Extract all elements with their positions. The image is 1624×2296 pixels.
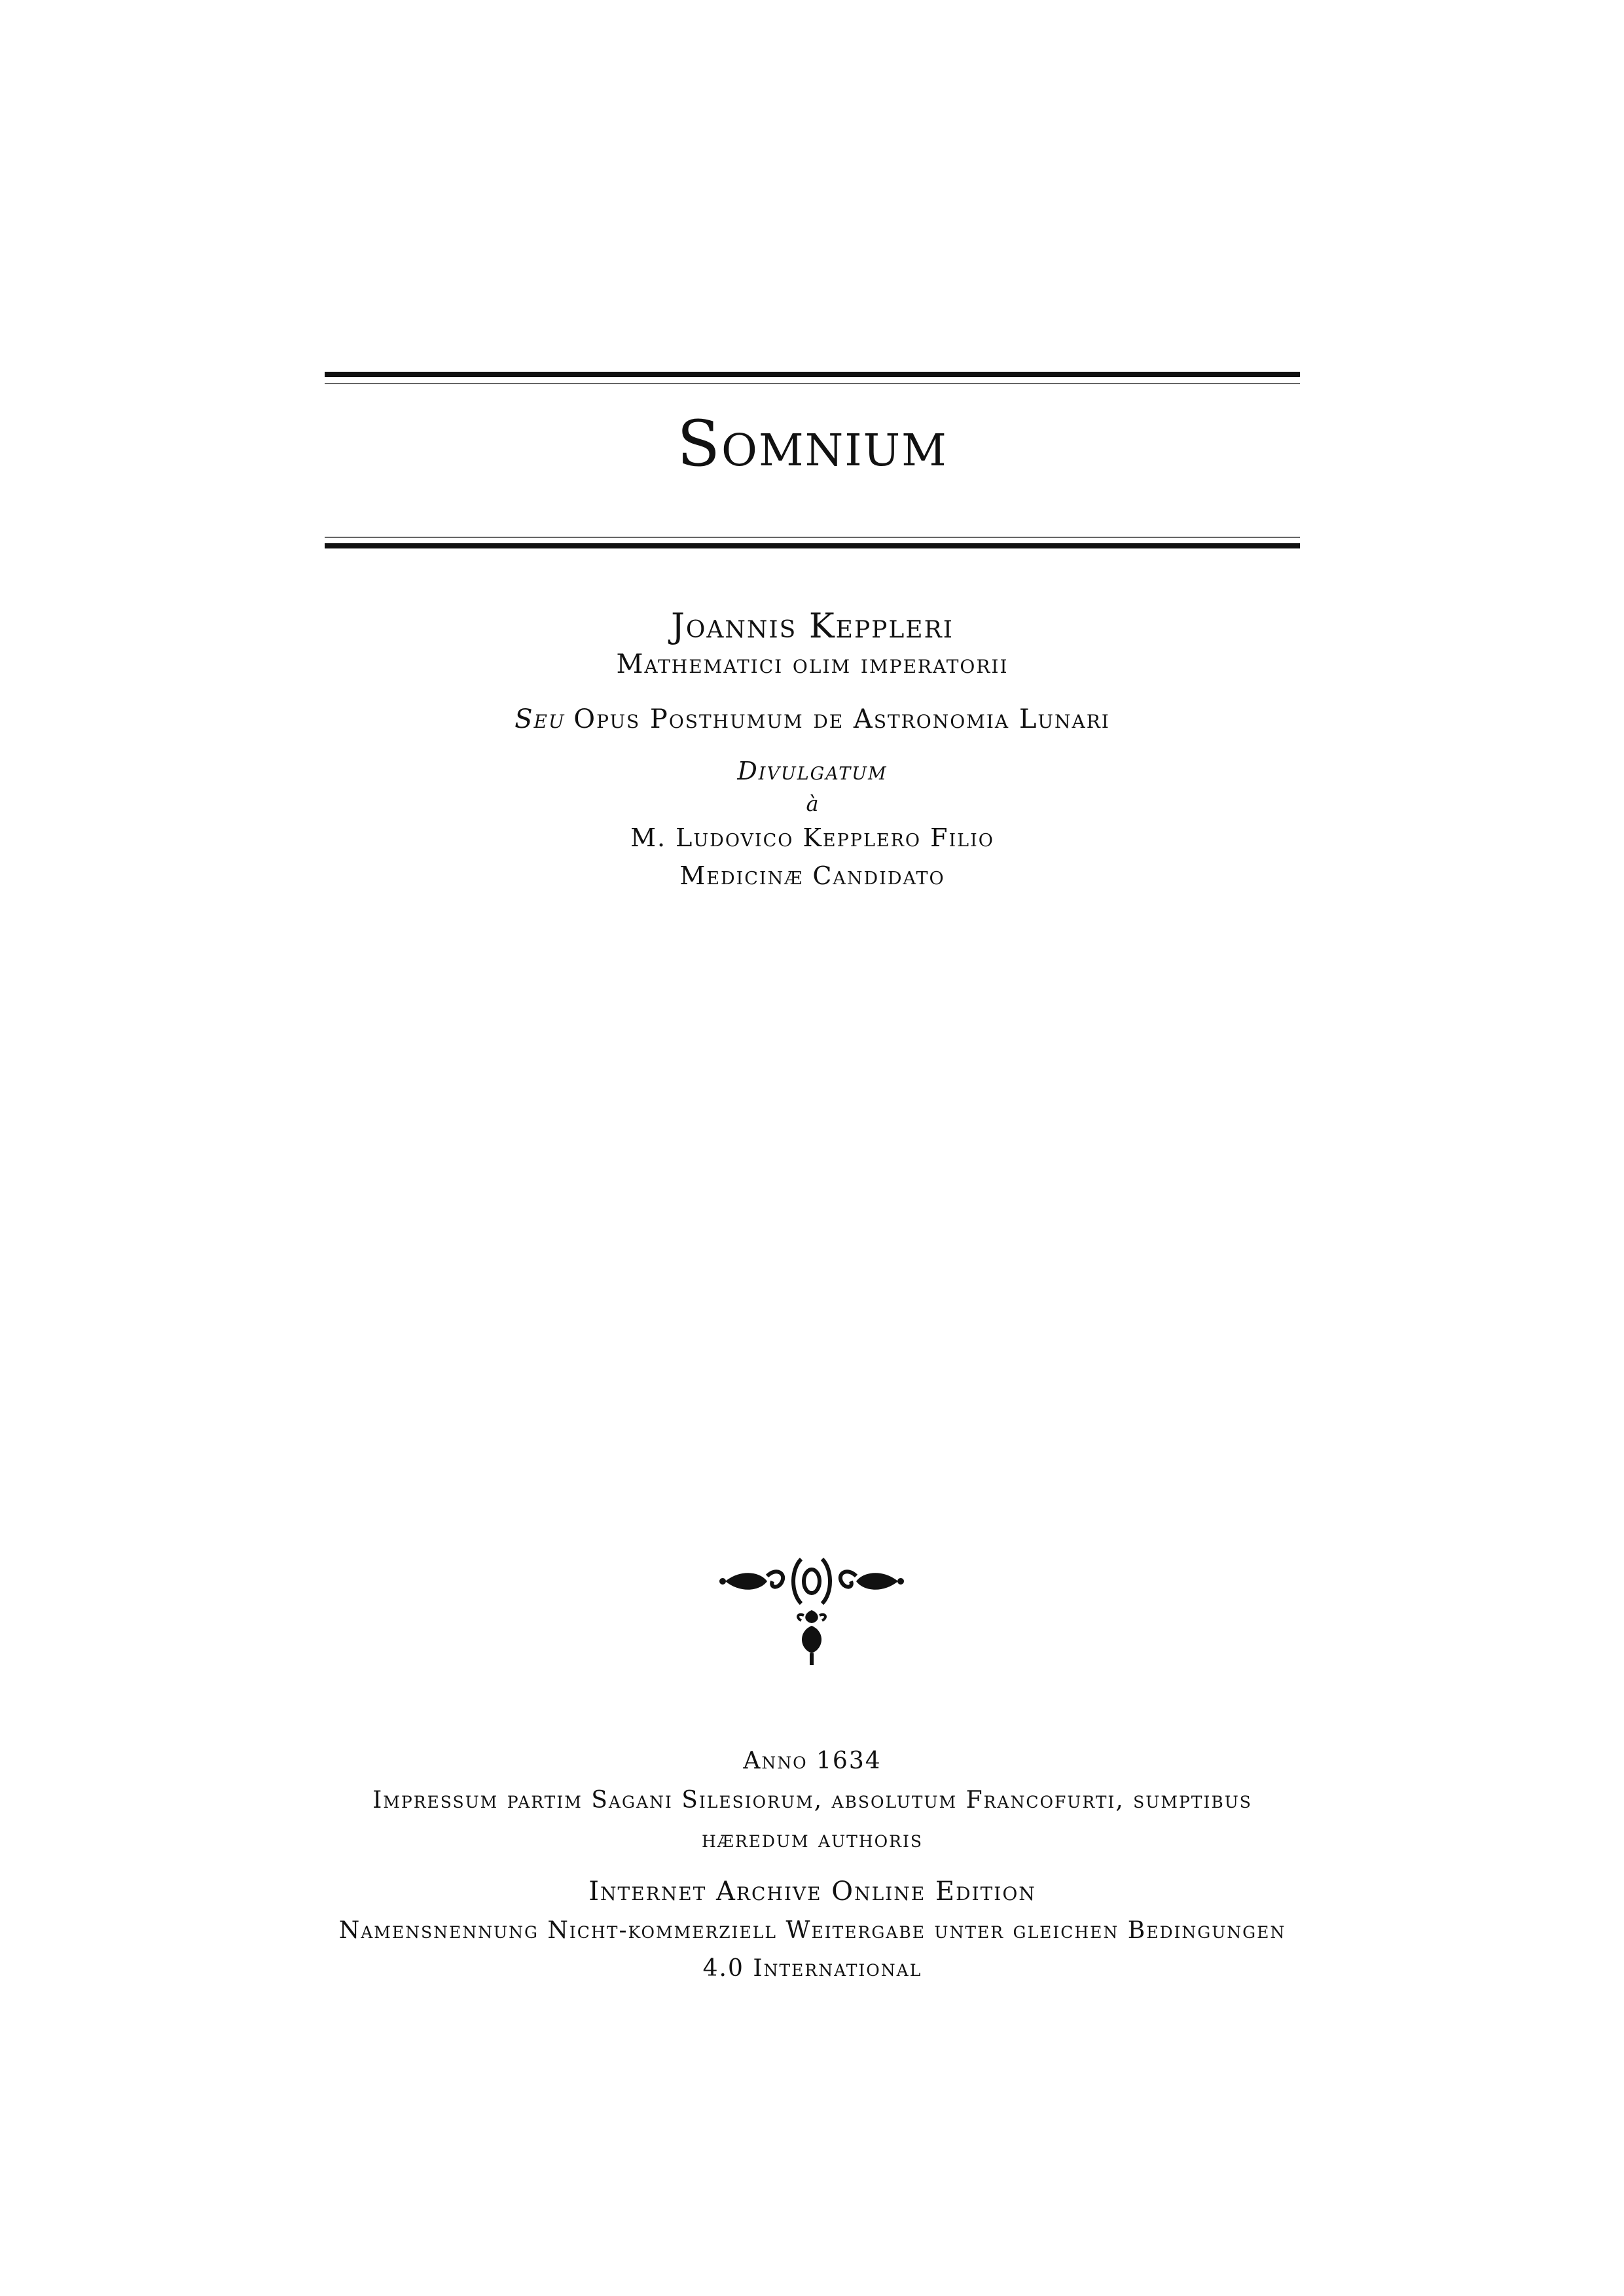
license-line-2: 4.0 International	[702, 1955, 922, 1982]
license-line-1: Namensnennung Nicht-kommerziell Weitergabe unter gleichen Bedingungen	[338, 1917, 1286, 1944]
title-bottom-thin-rule	[325, 537, 1300, 538]
imprint-year: Anno 1634	[743, 1748, 882, 1774]
title-top-thin-rule	[325, 383, 1300, 384]
author-name: Joannis Keppleri	[671, 607, 954, 646]
a-label: à	[806, 791, 819, 816]
book-title: Somnium	[677, 407, 948, 480]
subtitle	[325, 702, 1300, 737]
title-top-thick-rule	[325, 372, 1300, 377]
editor-name: M. Ludovico Kepplero Filio	[630, 823, 994, 852]
editor-role: Medicinæ Candidato	[679, 861, 945, 890]
imprint-line-1: Impressum partim Sagani Silesiorum, absolutum Francofurti, sumptibus	[372, 1787, 1252, 1814]
title-bottom-thick-rule	[325, 543, 1300, 548]
divulgatum-label: Divulgatum	[737, 757, 888, 785]
subtitle-prefix: Seu	[514, 704, 566, 734]
author-role: Mathematici olim imperatorii	[616, 649, 1009, 679]
subtitle-text: Opus Posthumum de Astronomia Lunari	[573, 704, 1110, 734]
imprint-line-2: hæredum authoris	[702, 1826, 923, 1853]
edition-title: Internet Archive Online Edition	[588, 1876, 1036, 1907]
printers-ornament-icon	[713, 1550, 910, 1674]
